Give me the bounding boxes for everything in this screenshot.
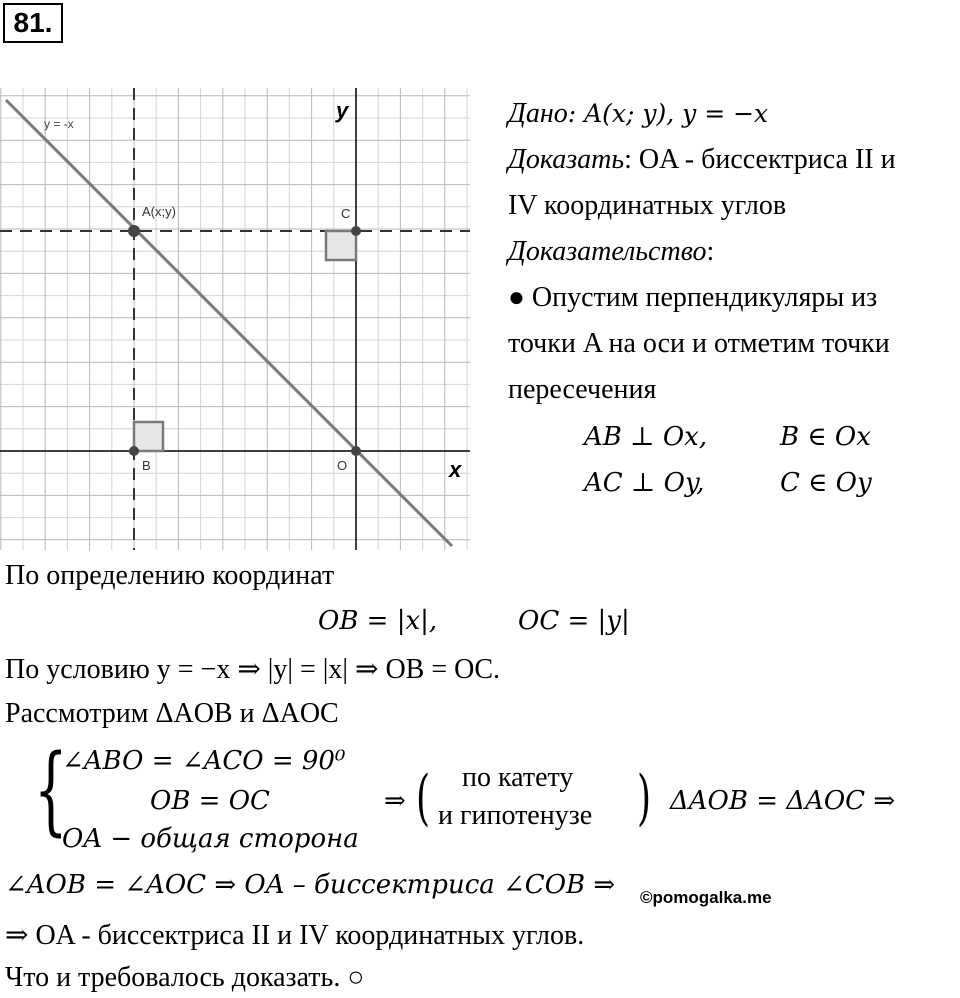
right-angle-mark-b	[134, 422, 163, 451]
relation-2-left: AC ⊥ Oy,	[584, 468, 705, 498]
proof-bullet-line-3: пересечения	[508, 374, 657, 405]
point-a-label: A(x;y)	[142, 204, 176, 219]
prove-line-1	[508, 144, 896, 176]
given-label: Дано	[508, 98, 568, 129]
formula-oc: OC = |y|	[518, 606, 630, 636]
x-axis-label: x	[449, 457, 462, 482]
point-b	[129, 446, 139, 456]
relation-1-left: AB ⊥ Ox,	[584, 422, 708, 452]
proof-label: Доказательство	[508, 236, 707, 267]
point-o-label: O	[337, 458, 348, 473]
right-angle-mark-c	[326, 231, 356, 260]
line-label: y = -x	[44, 117, 74, 131]
system-line-3: OA − общая сторона	[62, 824, 359, 854]
system-implies: ⇒	[384, 786, 406, 816]
point-o	[351, 446, 361, 456]
problem-number: 81.	[3, 3, 63, 43]
proof-bullet-line-1: ● Опустим перпендикуляры из	[508, 282, 878, 313]
body-line-5: ⇒ OA - биссектриса II и IV координатных углов.	[5, 920, 585, 951]
point-b-label: B	[142, 458, 151, 473]
body-line-4: ∠AOB = ∠AOC ⇒ OA – биссектриса ∠COB ⇒	[5, 870, 616, 900]
point-c	[351, 226, 361, 236]
given-text: : A(x; y), y = −x	[567, 99, 769, 128]
proof-heading	[508, 236, 714, 268]
coordinate-graph	[0, 88, 470, 550]
point-c-label: C	[341, 206, 351, 221]
formula-ob: OB = |x|,	[318, 606, 438, 636]
given-line	[508, 98, 768, 130]
system-brace: {	[34, 734, 68, 846]
y-axis-label: y	[336, 98, 349, 123]
prove-line-2: IV координатных углов	[508, 190, 787, 221]
criterion-line-2: и гипотенузе	[438, 800, 593, 831]
body-line-3: Рассмотрим ΔAOB и ΔAOC	[5, 698, 339, 729]
body-line-1: По определению координат	[5, 560, 335, 591]
prove-text-1: : OA - биссектриса II и	[624, 144, 896, 175]
line-y-neg-x	[6, 100, 452, 546]
right-paren: )	[637, 763, 652, 833]
left-paren: (	[416, 763, 431, 833]
relation-1-right: B ∈ Ox	[780, 422, 871, 452]
proof-bullet-line-2: точки A на оси и отметим точки	[508, 328, 890, 359]
prove-label: Доказать	[508, 144, 625, 175]
system-result: ΔAOB = ΔAOC ⇒	[670, 786, 896, 816]
body-line-6: Что и требовалось доказать. ○	[5, 962, 365, 993]
relation-2-right: C ∈ Oy	[780, 468, 872, 498]
body-line-2: По условию y = −x ⇒ |y| = |x| ⇒ OB = OC.	[5, 654, 501, 685]
proof-colon: :	[706, 236, 715, 267]
criterion-line-1: по катету	[462, 762, 574, 793]
watermark: ©pomogalka.me	[640, 888, 772, 907]
system-line-1: ∠ABO = ∠ACO = 90⁰	[62, 746, 346, 776]
point-a	[128, 225, 140, 237]
system-line-2: OB = OC	[150, 786, 270, 816]
